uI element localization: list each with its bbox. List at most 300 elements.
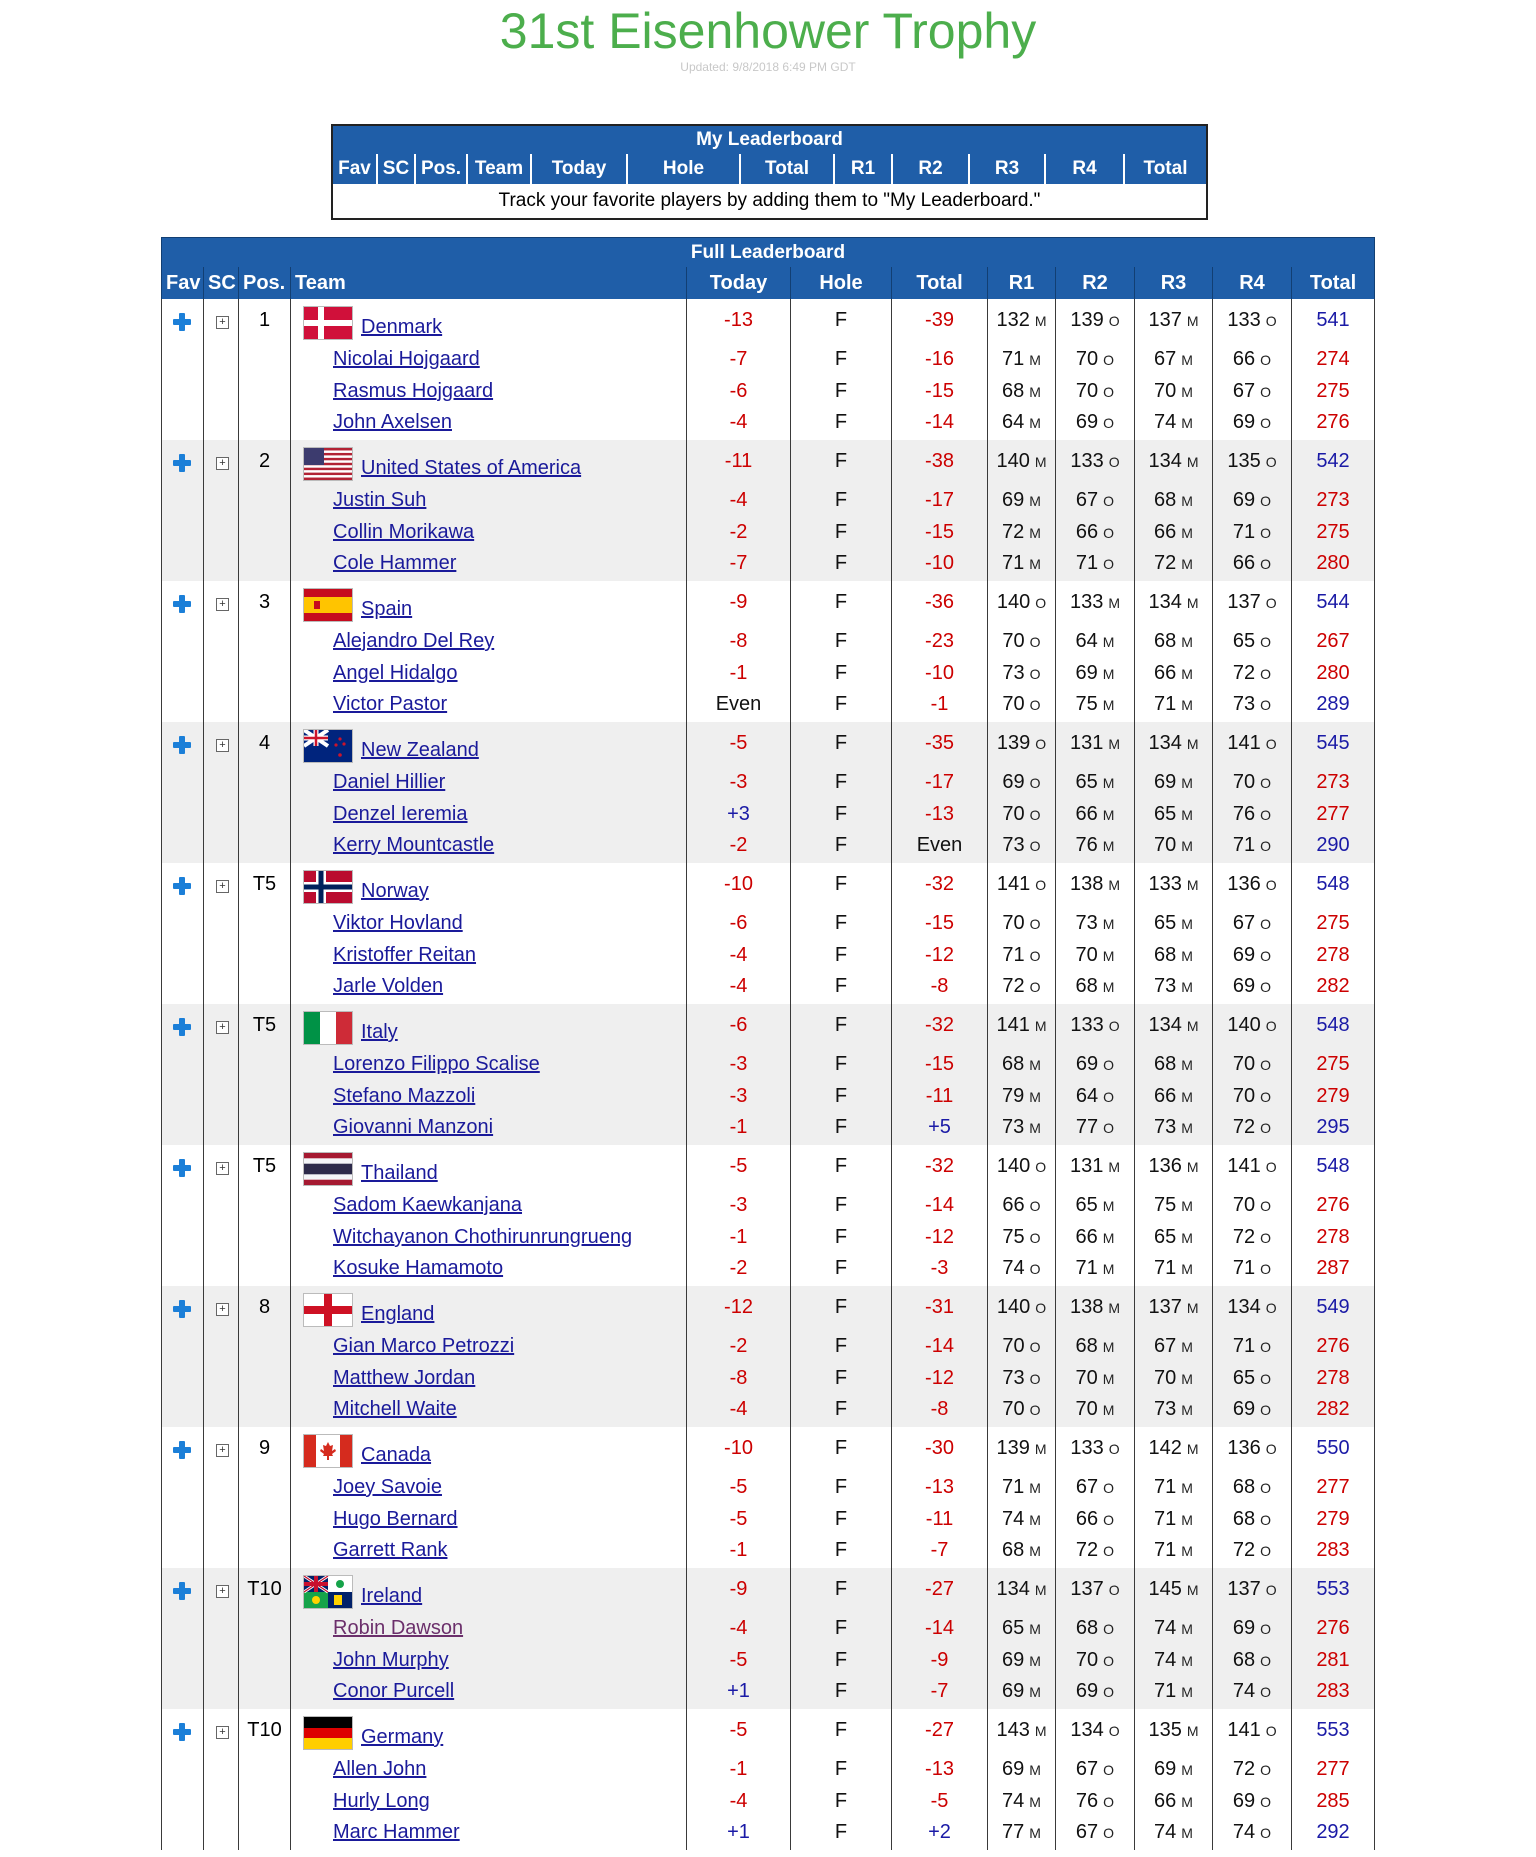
player-r2	[1056, 1680, 1134, 1703]
col-r4	[1212, 1004, 1291, 1145]
r2-score: 131	[1069, 1155, 1104, 1177]
r2-course: O	[1103, 1120, 1115, 1136]
col-team	[290, 299, 686, 440]
my-header-r4[interactable]: R4	[1044, 154, 1123, 184]
player-name-link[interactable]: Collin Morikawa	[333, 521, 475, 543]
my-header-sc[interactable]: SC	[376, 154, 414, 184]
player-sum: 282	[1316, 975, 1350, 997]
team-r4	[1213, 1155, 1291, 1178]
col-sum	[1291, 1145, 1375, 1286]
player-r1	[988, 912, 1055, 935]
player-r3	[1135, 1758, 1212, 1781]
player-sum: 290	[1316, 834, 1350, 856]
r3-score: 71	[1154, 1476, 1177, 1498]
player-today: -4	[729, 1398, 748, 1420]
r1-score: 68	[1002, 1053, 1025, 1075]
team-hole: F	[834, 1014, 848, 1036]
col-r1	[987, 1286, 1055, 1427]
col-fav	[161, 299, 203, 440]
col-fav	[161, 581, 203, 722]
player-total: -10	[925, 662, 954, 684]
col-r2	[1055, 722, 1134, 863]
team-block	[161, 1004, 1375, 1145]
r4-score: 136	[1227, 1437, 1261, 1459]
col-sc	[203, 299, 238, 440]
col-team	[290, 1145, 686, 1286]
player-total: -13	[925, 1758, 954, 1780]
player-total: Even	[916, 834, 963, 856]
header-r2[interactable]: R2	[1055, 267, 1134, 299]
col-pos	[238, 581, 290, 722]
player-name-link[interactable]: Joey Savoie	[333, 1476, 442, 1498]
player-name-link[interactable]: Garrett Rank	[333, 1539, 448, 1561]
r2-course: M	[1102, 775, 1115, 791]
player-r2	[1056, 1085, 1134, 1108]
col-today	[686, 299, 790, 440]
team-block	[161, 722, 1375, 863]
scorecard-expand-icon[interactable]: +	[216, 1444, 229, 1457]
my-header-hole[interactable]: Hole	[626, 154, 739, 184]
scorecard-expand-icon[interactable]: +	[216, 1726, 229, 1739]
country-flag-icon	[303, 1293, 353, 1327]
player-name-link[interactable]: Justin Suh	[333, 489, 427, 511]
r1-course: M	[1029, 1684, 1041, 1700]
team-name-link[interactable]: New Zealand	[361, 739, 479, 761]
player-today: -2	[729, 1335, 748, 1357]
r4-score: 65	[1232, 630, 1256, 652]
player-r3	[1135, 1367, 1212, 1390]
r4-score: 136	[1227, 873, 1261, 895]
col-total	[891, 581, 987, 722]
r3-score: 73	[1154, 1398, 1177, 1420]
player-r2	[1056, 1335, 1134, 1358]
r2-course: M	[1108, 877, 1121, 893]
r2-score: 70	[1075, 380, 1099, 402]
add-favorite-plus-icon[interactable]	[173, 1723, 191, 1741]
r3-score: 74	[1154, 1649, 1177, 1671]
r2-course: M	[1102, 1339, 1115, 1355]
player-name-link[interactable]: Hurly Long	[333, 1790, 430, 1812]
player-r2	[1056, 521, 1134, 544]
team-today: -5	[729, 732, 748, 754]
player-total: -14	[925, 1194, 954, 1216]
r3-score: 69	[1154, 771, 1177, 793]
player-hole: F	[834, 912, 848, 934]
r1-score: 132	[996, 309, 1030, 331]
team-block	[161, 299, 1375, 440]
col-pos	[238, 299, 290, 440]
r4-score: 68	[1232, 1508, 1256, 1530]
col-fav	[161, 1427, 203, 1568]
player-name-link[interactable]: Nicolai Hojgaard	[333, 348, 480, 370]
team-hole: F	[834, 1437, 848, 1459]
player-hole: F	[834, 944, 848, 966]
player-sum: 277	[1316, 1758, 1350, 1780]
player-total: -7	[930, 1539, 949, 1561]
col-fav	[161, 863, 203, 1004]
player-today: -2	[729, 834, 748, 856]
r2-course: M	[1108, 736, 1121, 752]
player-sum: 275	[1316, 912, 1350, 934]
r3-course: M	[1181, 1057, 1193, 1073]
r2-course: O	[1103, 1089, 1115, 1105]
r2-score: 66	[1075, 1508, 1099, 1530]
r4-course: O	[1260, 807, 1272, 823]
my-header-today[interactable]: Today	[530, 154, 626, 184]
r4-score: 67	[1232, 380, 1256, 402]
col-pos	[238, 722, 290, 863]
r3-score: 66	[1154, 1085, 1177, 1107]
r4-course: O	[1260, 948, 1272, 964]
r2-course: O	[1108, 1723, 1120, 1739]
r2-score: 76	[1075, 1790, 1099, 1812]
player-name-link[interactable]: Witchayanon Chothirunrungrueng	[333, 1226, 633, 1248]
player-today: -8	[729, 1367, 748, 1389]
team-name-link[interactable]: Canada	[361, 1444, 432, 1466]
team-r1	[988, 1578, 1055, 1601]
player-r3	[1135, 912, 1212, 935]
player-sum: 277	[1316, 1476, 1350, 1498]
player-r2	[1056, 1476, 1134, 1499]
player-name-link[interactable]: Rasmus Hojgaard	[333, 380, 494, 402]
team-r3	[1135, 1014, 1212, 1037]
scorecard-expand-icon[interactable]: +	[216, 598, 229, 611]
col-total	[891, 299, 987, 440]
header-total[interactable]: Total	[891, 267, 987, 299]
header-r3[interactable]: R3	[1134, 267, 1212, 299]
add-favorite-plus-icon[interactable]	[173, 1300, 191, 1318]
player-name-link[interactable]: Stefano Mazzoli	[333, 1085, 476, 1107]
team-name-link[interactable]: Thailand	[361, 1162, 438, 1184]
r4-course: O	[1260, 352, 1272, 368]
r1-course: O	[1029, 979, 1041, 995]
r3-course: M	[1181, 916, 1193, 932]
col-r4	[1212, 1568, 1291, 1709]
team-name-link[interactable]: United States of America	[361, 457, 582, 479]
r3-score: 66	[1154, 521, 1177, 543]
player-name-link[interactable]: Marc Hammer	[333, 1821, 460, 1843]
player-total: -7	[930, 1680, 949, 1702]
player-name-link[interactable]: Kosuke Hamamoto	[333, 1257, 504, 1279]
player-r2	[1056, 1053, 1134, 1076]
team-r1	[988, 1719, 1055, 1742]
r4-score: 135	[1227, 450, 1261, 472]
player-name-link[interactable]: Giovanni Manzoni	[333, 1116, 494, 1138]
col-r4	[1212, 1427, 1291, 1568]
player-r1	[988, 411, 1055, 434]
r2-course: O	[1108, 313, 1120, 329]
player-name-link[interactable]: Kristoffer Reitan	[333, 944, 477, 966]
team-block	[161, 581, 1375, 722]
r3-course: M	[1186, 313, 1199, 329]
team-r4	[1213, 732, 1291, 755]
player-name-link[interactable]: Daniel Hillier	[333, 771, 446, 793]
scorecard-expand-icon[interactable]: +	[216, 1021, 229, 1034]
player-today: -5	[729, 1508, 748, 1530]
r4-course: O	[1260, 1512, 1272, 1528]
my-header-team[interactable]: Team	[466, 154, 530, 184]
full-leaderboard-header	[161, 267, 1375, 299]
team-position: T10	[247, 1578, 282, 1600]
col-team	[290, 1427, 686, 1568]
player-name-link[interactable]: Denzel Ieremia	[333, 803, 468, 825]
col-r3	[1134, 299, 1212, 440]
r2-score: 69	[1075, 662, 1098, 684]
my-header-pos[interactable]: Pos.	[414, 154, 466, 184]
col-team	[290, 1568, 686, 1709]
player-name-link[interactable]: John Axelsen	[333, 411, 452, 433]
player-hole: F	[834, 1790, 848, 1812]
player-r3	[1135, 1476, 1212, 1499]
col-today	[686, 1004, 790, 1145]
r2-score: 67	[1075, 1758, 1099, 1780]
team-sum: 542	[1316, 450, 1350, 472]
r4-score: 69	[1232, 489, 1256, 511]
player-hole: F	[834, 771, 848, 793]
player-name-link[interactable]: Viktor Hovland	[333, 912, 463, 934]
r4-course: O	[1260, 634, 1272, 650]
r4-course: O	[1265, 1441, 1277, 1457]
player-r1	[988, 662, 1055, 685]
team-name-link[interactable]: Germany	[361, 1726, 444, 1748]
col-r4	[1212, 722, 1291, 863]
header-sc[interactable]: SC	[203, 267, 238, 299]
scorecard-expand-icon[interactable]: +	[216, 316, 229, 329]
player-sum: 275	[1316, 1053, 1350, 1075]
team-name-link[interactable]: England	[361, 1303, 435, 1325]
player-hole: F	[834, 1085, 848, 1107]
header-hole[interactable]: Hole	[790, 267, 891, 299]
player-name-link[interactable]: Jarle Volden	[333, 975, 444, 997]
r3-course: M	[1181, 697, 1193, 713]
country-flag-icon	[303, 1575, 353, 1609]
team-name-link[interactable]: Norway	[361, 880, 429, 902]
player-hole: F	[834, 803, 848, 825]
r1-score: 69	[1002, 1758, 1025, 1780]
add-favorite-plus-icon[interactable]	[173, 1159, 191, 1177]
add-favorite-plus-icon[interactable]	[173, 1582, 191, 1600]
team-r3	[1135, 732, 1212, 755]
player-sum: 275	[1316, 521, 1350, 543]
r4-course: O	[1260, 1402, 1272, 1418]
r4-score: 66	[1232, 348, 1256, 370]
scorecard-expand-icon[interactable]: +	[216, 880, 229, 893]
team-r4	[1213, 1296, 1291, 1319]
player-sum: 278	[1316, 1367, 1350, 1389]
team-r3	[1135, 873, 1212, 896]
r4-score: 74	[1232, 1680, 1256, 1702]
header-r1[interactable]: R1	[987, 267, 1055, 299]
r2-score: 133	[1070, 450, 1104, 472]
r1-course: O	[1029, 666, 1041, 682]
player-name-link[interactable]: Allen John	[333, 1758, 427, 1780]
r3-course: M	[1181, 352, 1193, 368]
player-hole: F	[834, 489, 848, 511]
player-total: -11	[925, 1508, 954, 1530]
team-name-link[interactable]: Spain	[361, 598, 413, 620]
scorecard-expand-icon[interactable]: +	[216, 1303, 229, 1316]
r3-score: 70	[1154, 834, 1177, 856]
team-today: -12	[724, 1296, 753, 1318]
scorecard-expand-icon[interactable]: +	[216, 457, 229, 470]
player-name-link[interactable]: Robin Dawson	[333, 1617, 464, 1639]
col-total	[891, 440, 987, 581]
team-sum: 544	[1316, 591, 1350, 613]
col-hole	[790, 1709, 891, 1850]
player-name-link[interactable]: Gian Marco Petrozzi	[333, 1335, 515, 1357]
country-flag-icon	[303, 1716, 353, 1750]
player-r3	[1135, 1257, 1212, 1280]
updated-timestamp: Updated: 9/8/2018 6:49 PM GDT	[680, 60, 856, 74]
col-fav	[161, 1004, 203, 1145]
my-header-total[interactable]: Total	[739, 154, 833, 184]
team-r4	[1213, 1437, 1291, 1460]
r4-course: O	[1265, 736, 1277, 752]
player-total: -17	[925, 771, 954, 793]
player-r3	[1135, 630, 1212, 653]
my-header-fav[interactable]: Fav	[338, 158, 371, 179]
team-position: T5	[252, 1155, 277, 1177]
player-r1	[988, 489, 1055, 512]
my-header-sum[interactable]: Total	[1123, 154, 1206, 184]
r3-score: 75	[1154, 1194, 1177, 1216]
r2-score: 71	[1075, 1257, 1098, 1279]
col-fav	[161, 1568, 203, 1709]
add-favorite-plus-icon[interactable]	[173, 877, 191, 895]
team-total: -35	[925, 732, 954, 754]
player-name-link[interactable]: John Murphy	[333, 1649, 449, 1671]
scorecard-expand-icon[interactable]: +	[216, 739, 229, 752]
player-total: -1	[930, 693, 949, 715]
player-r1	[988, 1116, 1055, 1139]
r1-score: 71	[1002, 1476, 1025, 1498]
r1-score: 72	[1002, 975, 1025, 997]
r2-score: 134	[1070, 1719, 1104, 1741]
r1-course: M	[1029, 556, 1041, 572]
my-header-r1[interactable]: R1	[833, 154, 891, 184]
header-team[interactable]: Team	[290, 267, 686, 299]
player-r3	[1135, 803, 1212, 826]
r2-score: 67	[1075, 1821, 1099, 1843]
header-sum[interactable]: Total	[1291, 267, 1375, 299]
r4-course: O	[1260, 1057, 1272, 1073]
r3-score: 133	[1148, 873, 1182, 895]
player-name-link[interactable]: Angel Hidalgo	[333, 662, 458, 684]
player-total: -11	[925, 1085, 954, 1107]
header-today[interactable]: Today	[686, 267, 790, 299]
col-total	[891, 1286, 987, 1427]
col-sc	[203, 1145, 238, 1286]
col-today	[686, 1427, 790, 1568]
team-total: -32	[925, 873, 954, 895]
player-r1	[988, 771, 1055, 794]
r1-score: 70	[1002, 912, 1025, 934]
team-block	[161, 1568, 1375, 1709]
player-name-link[interactable]: Victor Pastor	[333, 693, 448, 715]
team-name-link[interactable]: Ireland	[361, 1585, 423, 1607]
r4-score: 74	[1232, 1821, 1256, 1843]
r4-course: O	[1260, 1371, 1272, 1387]
col-team	[290, 1286, 686, 1427]
player-hole: F	[834, 1508, 848, 1530]
add-favorite-plus-icon[interactable]	[173, 1441, 191, 1459]
player-name-link[interactable]: Cole Hammer	[333, 552, 457, 574]
player-r4	[1213, 834, 1291, 857]
r1-course: O	[1029, 697, 1041, 713]
r2-score: 70	[1075, 1649, 1099, 1671]
team-position: T5	[252, 1014, 277, 1036]
player-name-link[interactable]: Hugo Bernard	[333, 1508, 458, 1530]
scorecard-expand-icon[interactable]: +	[216, 1585, 229, 1598]
add-favorite-plus-icon[interactable]	[173, 1018, 191, 1036]
player-r2	[1056, 1367, 1134, 1390]
player-sum: 281	[1316, 1649, 1350, 1671]
player-r2	[1056, 693, 1134, 716]
header-r4[interactable]: R4	[1212, 267, 1291, 299]
player-hole: F	[834, 1053, 848, 1075]
r4-score: 67	[1232, 912, 1256, 934]
team-name-link[interactable]: Italy	[361, 1021, 398, 1043]
r3-course: M	[1181, 1230, 1193, 1246]
scorecard-expand-icon[interactable]: +	[216, 1162, 229, 1175]
r2-course: M	[1102, 666, 1115, 682]
r1-course: O	[1029, 1402, 1041, 1418]
r4-score: 72	[1232, 662, 1256, 684]
player-name-link[interactable]: Conor Purcell	[333, 1680, 455, 1702]
player-r2	[1056, 1226, 1134, 1249]
col-hole	[790, 722, 891, 863]
player-sum: 276	[1316, 1335, 1350, 1357]
r3-score: 66	[1154, 1790, 1177, 1812]
my-header-r2[interactable]: R2	[891, 154, 968, 184]
player-name-link[interactable]: Lorenzo Filippo Scalise	[333, 1053, 540, 1075]
player-name-link[interactable]: Mitchell Waite	[333, 1398, 457, 1420]
team-r4	[1213, 873, 1291, 896]
add-favorite-plus-icon[interactable]	[173, 313, 191, 331]
r1-course: O	[1029, 807, 1041, 823]
col-sum	[1291, 1427, 1375, 1568]
col-sum	[1291, 863, 1375, 1004]
player-name-link[interactable]: Alejandro Del Rey	[333, 630, 495, 652]
col-team	[290, 1709, 686, 1850]
r1-course: O	[1029, 1371, 1041, 1387]
add-favorite-plus-icon[interactable]	[173, 736, 191, 754]
r1-score: 69	[1002, 771, 1025, 793]
r3-course: M	[1181, 525, 1193, 541]
player-r3	[1135, 771, 1212, 794]
player-sum: 279	[1316, 1508, 1350, 1530]
my-leaderboard	[331, 124, 1208, 220]
r1-score: 74	[1002, 1790, 1025, 1812]
my-header-r3[interactable]: R3	[968, 154, 1044, 184]
header-fav[interactable]: Fav	[161, 267, 203, 299]
r3-score: 68	[1154, 944, 1177, 966]
r3-score: 134	[1148, 591, 1182, 613]
r3-course: M	[1181, 556, 1193, 572]
player-name-link[interactable]: Sadom Kaewkanjana	[333, 1194, 523, 1216]
col-total	[891, 1427, 987, 1568]
player-r3	[1135, 411, 1212, 434]
r1-score: 75	[1002, 1226, 1025, 1248]
player-name-link[interactable]: Kerry Mountcastle	[333, 834, 495, 856]
team-name-link[interactable]: Denmark	[361, 316, 443, 338]
add-favorite-plus-icon[interactable]	[173, 595, 191, 613]
header-pos[interactable]: Pos.	[238, 267, 290, 299]
player-name-link[interactable]: Matthew Jordan	[333, 1367, 476, 1389]
add-favorite-plus-icon[interactable]	[173, 454, 191, 472]
player-today: -4	[729, 411, 748, 433]
r2-score: 71	[1075, 552, 1099, 574]
